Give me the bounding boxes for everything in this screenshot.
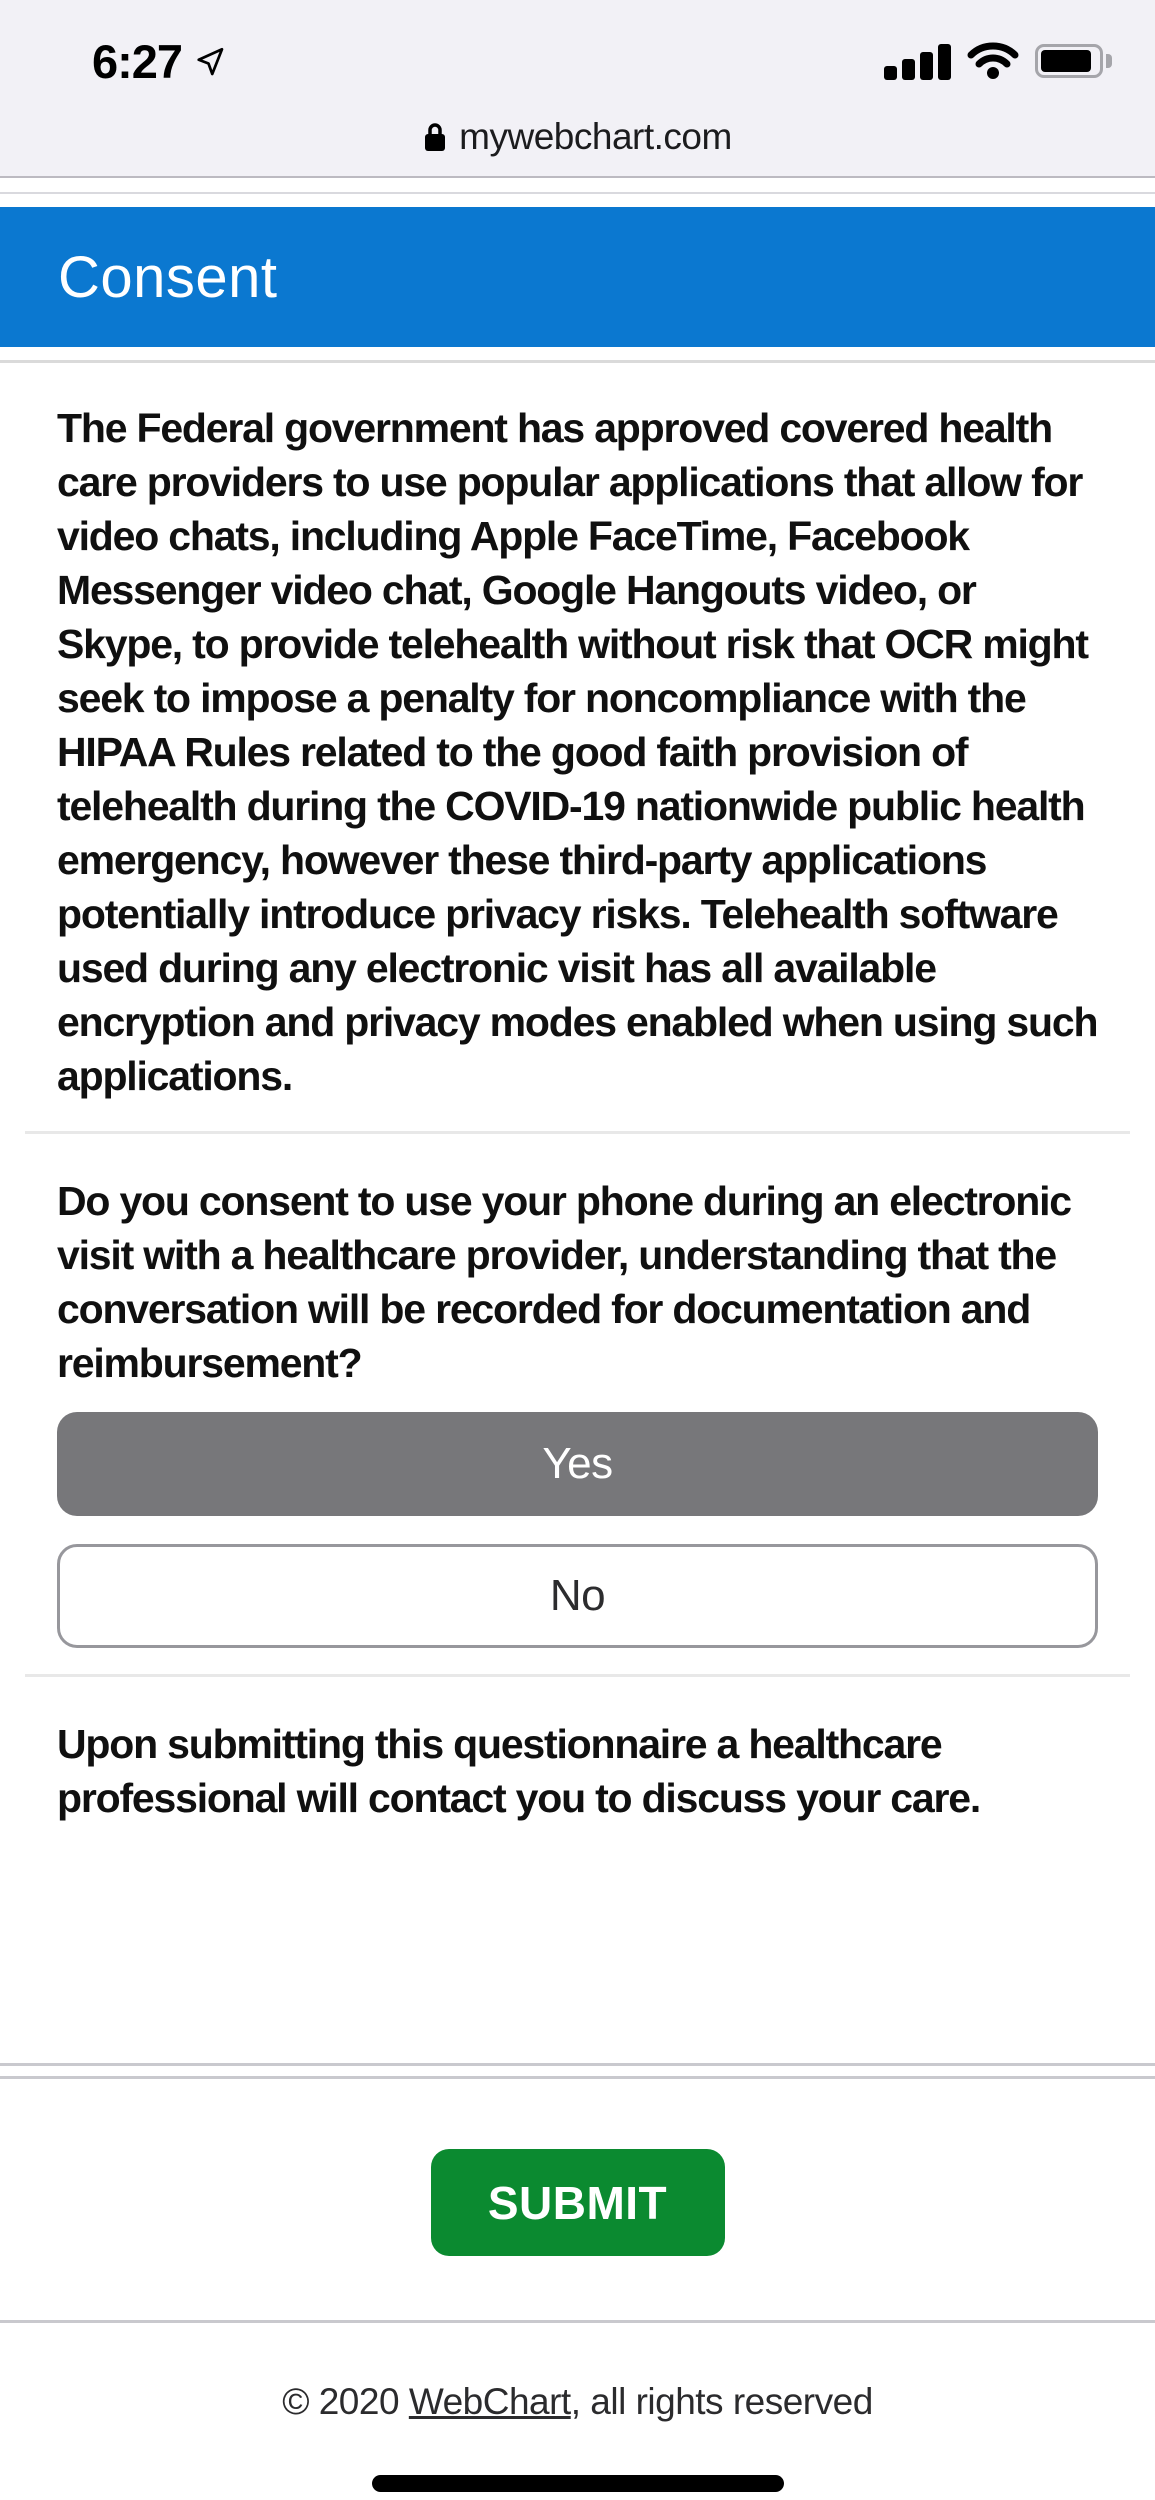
consent-question: Do you consent to use your phone during an electronic visit with a healthcare provider, understanding that the conversation will be recorded for documentation and reimbursement?: [57, 1178, 1071, 1386]
webchart-link[interactable]: WebChart: [408, 2381, 571, 2422]
home-indicator[interactable]: [372, 2475, 784, 2492]
page-top-gap: [0, 178, 1155, 192]
location-arrow-icon: [192, 44, 228, 80]
submit-section-divider: [0, 2063, 1155, 2079]
url-domain: mywebchart.com: [459, 116, 732, 157]
consent-paragraph: The Federal government has approved covered health care providers to use popular applications that allow for video chats, including Apple FaceTime, Facebook Messenger video chat, Google Hangouts video, or Skype, to provide telehealth without risk that OCR might seek to impose a penalty for noncompliance with the HIPAA Rules related to the good faith provision of telehealth during the COVID-19 nationwide public health emergency, however these third-party applications potentially introduce privacy risks. Telehealth software used during any electronic visit has all available encryption and privacy modes enabled when using such applications.: [57, 405, 1098, 1099]
battery-icon: [1035, 44, 1103, 78]
copyright-prefix: © 2020: [282, 2381, 409, 2422]
yes-button[interactable]: Yes: [57, 1412, 1098, 1516]
page-top-gap-2: [0, 194, 1155, 207]
footer-copyright: [0, 2381, 1155, 2423]
footer-divider: [0, 2320, 1155, 2323]
content-spacer: [0, 1825, 1155, 2063]
submit-section: [0, 2149, 1155, 2256]
copyright-suffix: , all rights reserved: [570, 2381, 873, 2422]
status-time: 6:27: [92, 35, 183, 88]
page-header: [0, 207, 1155, 347]
page-title: Consent: [58, 244, 278, 310]
submit-button[interactable]: SUBMIT: [431, 2149, 725, 2256]
lock-icon: [423, 121, 447, 153]
submission-note: Upon submitting this questionnaire a healthcare professional will contact you to discuss your care.: [57, 1721, 981, 1821]
url-bar[interactable]: [0, 116, 1155, 158]
browser-chrome: [0, 0, 1155, 178]
wifi-icon: [967, 42, 1019, 80]
status-bar-right: [884, 42, 1103, 80]
note-divider: [25, 1674, 1130, 1677]
section-divider: [25, 1131, 1130, 1134]
status-bar-left: [92, 34, 228, 89]
no-button[interactable]: No: [57, 1544, 1098, 1648]
header-divider: [0, 360, 1155, 363]
cellular-signal-icon: [884, 42, 951, 80]
consent-form: [0, 401, 1155, 1825]
